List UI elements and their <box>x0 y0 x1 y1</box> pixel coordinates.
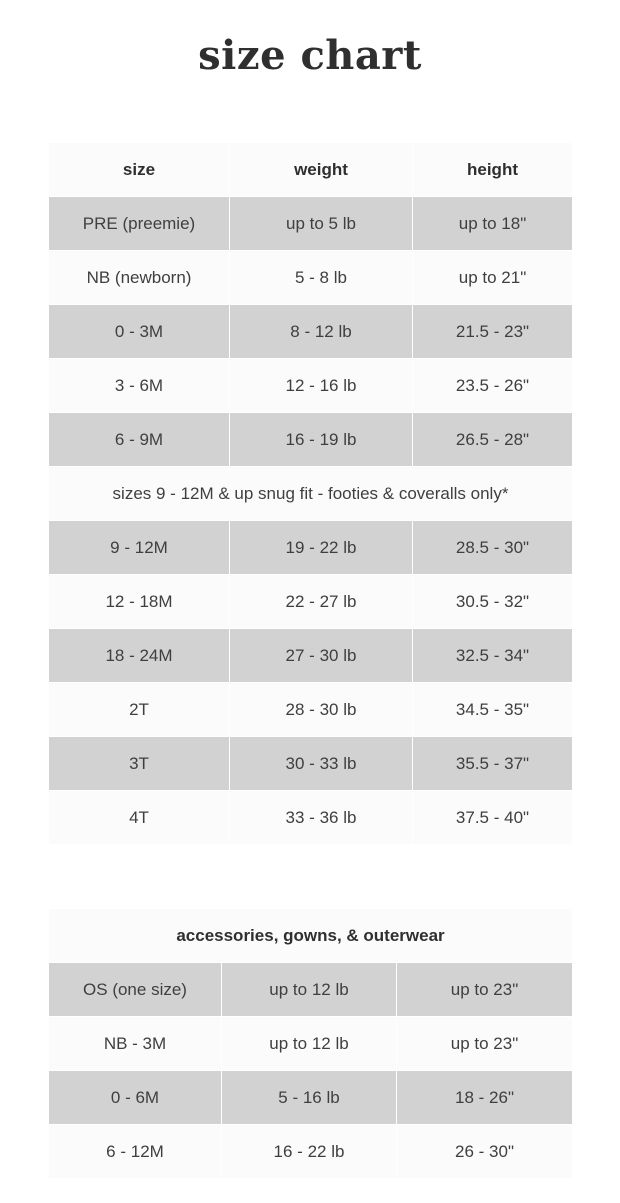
cell-weight: up to 5 lb <box>230 197 413 251</box>
cell-size: OS (one size) <box>49 963 222 1017</box>
table-row <box>49 305 573 359</box>
accessories-size-table <box>48 908 573 1179</box>
table-row <box>49 251 573 305</box>
column-header-height: height <box>413 143 573 197</box>
cell-weight: 19 - 22 lb <box>230 521 413 575</box>
table-row <box>49 197 573 251</box>
cell-size: 9 - 12M <box>49 521 230 575</box>
main-size-table-wrapper <box>48 142 572 845</box>
table-row <box>49 575 573 629</box>
cell-height: up to 18" <box>413 197 573 251</box>
accessories-title: accessories, gowns, & outerwear <box>49 909 573 963</box>
cell-size: 0 - 3M <box>49 305 230 359</box>
cell-size: 18 - 24M <box>49 629 230 683</box>
cell-height: up to 23" <box>397 963 573 1017</box>
cell-weight: 27 - 30 lb <box>230 629 413 683</box>
cell-size: NB (newborn) <box>49 251 230 305</box>
table-row <box>49 413 573 467</box>
cell-weight: 28 - 30 lb <box>230 683 413 737</box>
cell-height: 37.5 - 40" <box>413 791 573 845</box>
cell-weight: 5 - 16 lb <box>222 1071 397 1125</box>
cell-weight: 33 - 36 lb <box>230 791 413 845</box>
cell-weight: 22 - 27 lb <box>230 575 413 629</box>
cell-size: 6 - 9M <box>49 413 230 467</box>
cell-size: 12 - 18M <box>49 575 230 629</box>
cell-size: 6 - 12M <box>49 1125 222 1179</box>
table-row <box>49 1071 573 1125</box>
accessories-table-wrapper <box>48 908 572 1179</box>
table-row <box>49 1017 573 1071</box>
page-title: size chart <box>198 32 422 79</box>
column-header-weight: weight <box>230 143 413 197</box>
cell-height: 23.5 - 26" <box>413 359 573 413</box>
cell-height: 21.5 - 23" <box>413 305 573 359</box>
snug-fit-note-row <box>49 467 573 521</box>
table-row <box>49 629 573 683</box>
cell-weight: 8 - 12 lb <box>230 305 413 359</box>
table-row <box>49 521 573 575</box>
cell-height: 32.5 - 34" <box>413 629 573 683</box>
cell-height: 30.5 - 32" <box>413 575 573 629</box>
table-row <box>49 791 573 845</box>
cell-weight: up to 12 lb <box>222 1017 397 1071</box>
cell-size: 3T <box>49 737 230 791</box>
column-header-size: size <box>49 143 230 197</box>
table-row <box>49 963 573 1017</box>
cell-weight: up to 12 lb <box>222 963 397 1017</box>
cell-size: NB - 3M <box>49 1017 222 1071</box>
cell-height: 26 - 30" <box>397 1125 573 1179</box>
cell-height: 26.5 - 28" <box>413 413 573 467</box>
table-row <box>49 737 573 791</box>
cell-weight: 5 - 8 lb <box>230 251 413 305</box>
cell-size: 3 - 6M <box>49 359 230 413</box>
cell-size: 2T <box>49 683 230 737</box>
table-row <box>49 1125 573 1179</box>
cell-size: PRE (preemie) <box>49 197 230 251</box>
table-row <box>49 683 573 737</box>
cell-size: 4T <box>49 791 230 845</box>
main-size-table <box>48 142 573 845</box>
cell-height: up to 21" <box>413 251 573 305</box>
cell-size: 0 - 6M <box>49 1071 222 1125</box>
cell-height: 35.5 - 37" <box>413 737 573 791</box>
cell-height: 34.5 - 35" <box>413 683 573 737</box>
cell-weight: 16 - 19 lb <box>230 413 413 467</box>
cell-weight: 16 - 22 lb <box>222 1125 397 1179</box>
table-header-row <box>49 143 573 197</box>
cell-height: up to 23" <box>397 1017 573 1071</box>
cell-weight: 30 - 33 lb <box>230 737 413 791</box>
table-row <box>49 359 573 413</box>
cell-height: 18 - 26" <box>397 1071 573 1125</box>
snug-fit-note: sizes 9 - 12M & up snug fit - footies & coveralls only* <box>49 467 573 521</box>
cell-weight: 12 - 16 lb <box>230 359 413 413</box>
cell-height: 28.5 - 30" <box>413 521 573 575</box>
accessories-header-row <box>49 909 573 963</box>
